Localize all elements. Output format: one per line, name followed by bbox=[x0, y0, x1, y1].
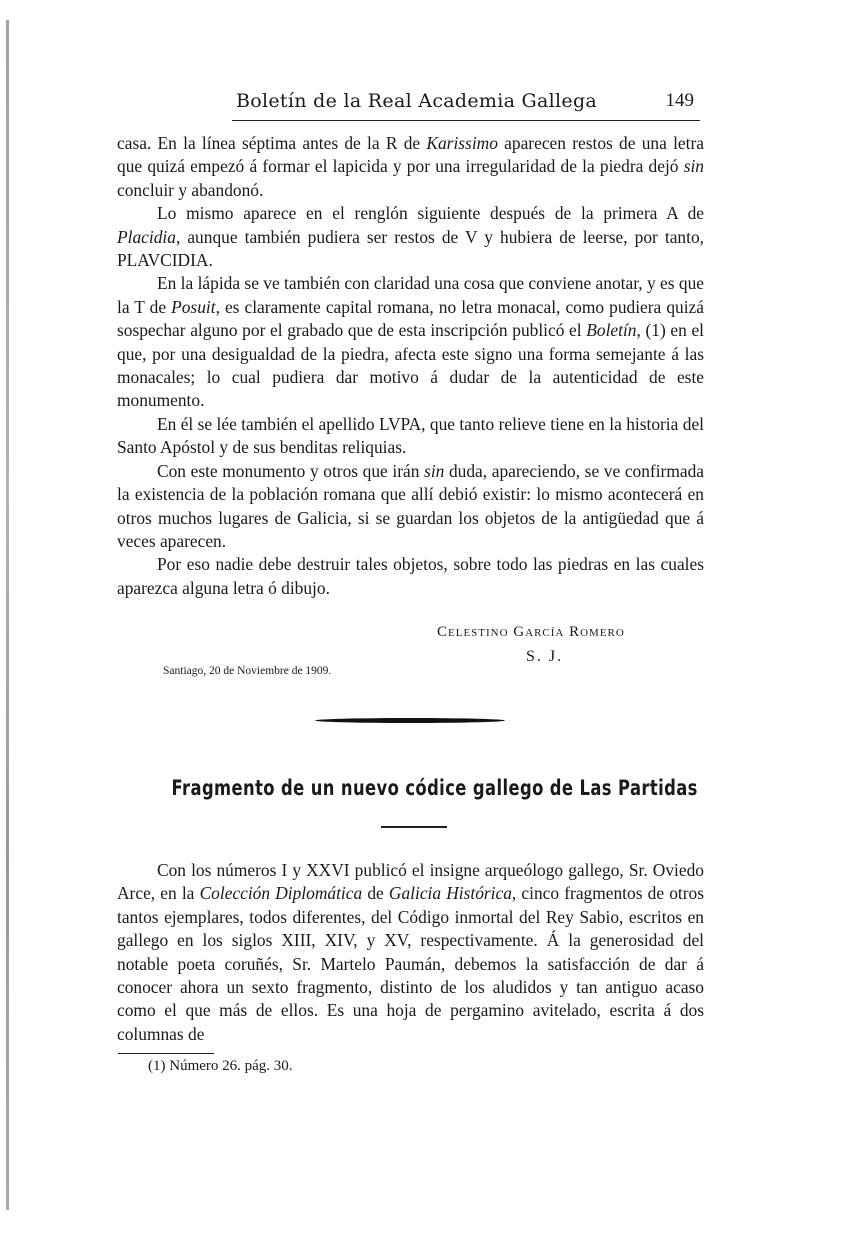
footnote: (1) Número 26. pág. 30. bbox=[148, 1058, 293, 1074]
footnote-rule bbox=[118, 1053, 214, 1054]
author-signature: Celestino García Romero bbox=[437, 624, 625, 640]
section-divider bbox=[315, 718, 505, 723]
page-number: 149 bbox=[665, 90, 694, 111]
scan-margin-edge bbox=[6, 20, 9, 1210]
paragraph: En él se lée también el apellido LVPA, que tanto relieve tiene en la historia del Santo Apóstol y de sus benditas reliquias. bbox=[117, 413, 704, 458]
paragraph: Con este monumento y otros que irán sin duda, apareciendo, se ve confirmada la existencia de la población romana que allí debió existir: lo mismo acontecerá en otros muchos lugares de Galicia, si se guardan los objetos de la antigüedad que á veces aparecen. bbox=[117, 460, 704, 551]
paragraph: Por eso nadie debe destruir tales objetos, sobre todo las piedras en las cuales aparezca alguna letra ó dibujo. bbox=[117, 554, 704, 598]
paragraph: casa. En la línea séptima antes de la R de Karissimo aparecen restos de una letra que quizá empezó á formar el lapicida y por una irregularidad de la piedra dejó sin concluir y abandonó. bbox=[117, 133, 704, 200]
paragraph: Con los números I y XXVI publicó el insigne arqueólogo gallego, Sr. Oviedo Arce, en la Colección Diplomática de Galicia Histórica, cinco fragmentos de otros tantos ejemplares, todos diferentes, del Código inmortal del Rey Sabio, escritos en gallego en los siglos XIII, XIV, y XV, respectivamente. Á la generosidad del notable poeta coruñés, Sr. Martelo Paumán, debemos la satisfacción de dar á conocer ahora un sexto fragmento, distinto de los aludidos y tan antiguo acaso como el que más de ellos. Es una hoja de pergamino avitelado, escrita á dos columnas de bbox=[117, 860, 704, 1044]
page-header bbox=[232, 86, 700, 121]
article-body bbox=[117, 859, 704, 1046]
running-title: Boletín de la Real Academia Gallega bbox=[236, 90, 598, 112]
article-continuation bbox=[117, 132, 704, 600]
section-title: Fragmento de un nuevo códice gallego de Las Partidas bbox=[171, 776, 698, 800]
title-underline bbox=[381, 826, 447, 828]
paragraph: En la lápida se ve también con claridad una cosa que conviene anotar, y es que la T de Posuit, es claramente capital romana, no letra monacal, como pudiera quizá sospechar alguno por el grabado que de esta inscripción publicó el Boletín, (1) en el que, por una desigualdad de la piedra, afecta este signo una forma semejante á las monacales; lo cual pudiera dar motivo á dudar de la autenticidad de este monumento. bbox=[117, 273, 704, 411]
paragraph: Lo mismo aparece en el renglón siguiente después de la primera A de Placidia, aunque también pudiera ser restos de V y hubiera de leerse, por tanto, PLAVCIDIA. bbox=[117, 203, 704, 271]
dateline: Santiago, 20 de Noviembre de 1909. bbox=[163, 665, 332, 677]
author-order: S. J. bbox=[526, 648, 564, 665]
